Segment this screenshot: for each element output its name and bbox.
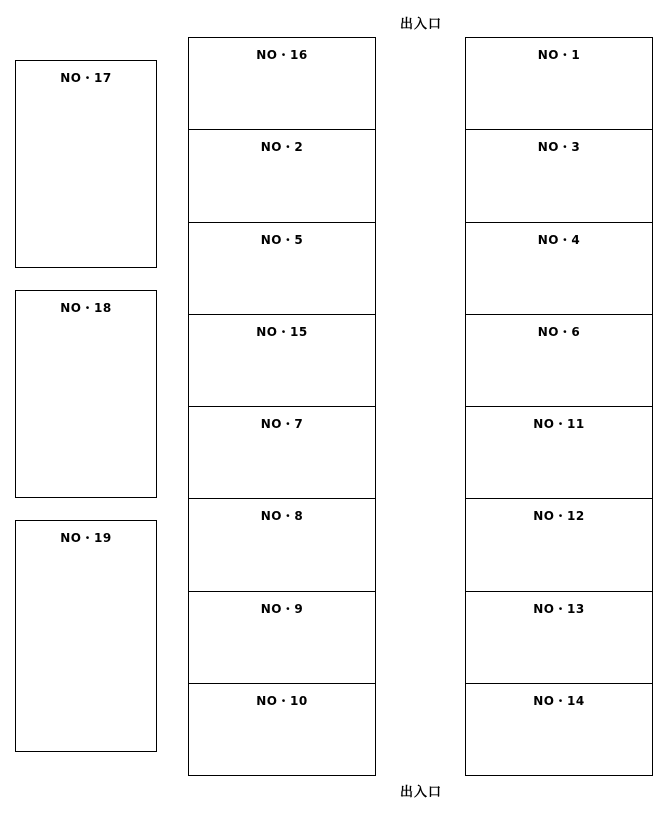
space-cell xyxy=(188,130,376,222)
space-label: NO・16 xyxy=(256,48,308,62)
space-box-left-3 xyxy=(15,520,157,752)
space-cell xyxy=(465,499,653,591)
space-label: NO・17 xyxy=(60,71,112,85)
space-cell xyxy=(188,592,376,684)
space-cell xyxy=(188,38,376,130)
space-cell xyxy=(465,130,653,222)
space-label: NO・6 xyxy=(537,324,581,339)
entrance-label-bottom: 出入口 xyxy=(400,785,443,800)
space-label: NO・3 xyxy=(537,140,581,155)
space-label: NO・13 xyxy=(533,601,585,616)
space-label: NO・7 xyxy=(260,417,304,431)
space-label: NO・8 xyxy=(260,509,304,524)
space-cell xyxy=(188,407,376,499)
space-label: NO・2 xyxy=(260,140,304,155)
space-cell xyxy=(465,592,653,684)
space-cell xyxy=(465,38,653,130)
space-label: NO・14 xyxy=(533,693,585,708)
space-label: NO・9 xyxy=(260,601,304,616)
space-cell xyxy=(188,684,376,776)
space-label: NO・10 xyxy=(256,693,308,708)
space-cell xyxy=(465,684,653,776)
space-cell xyxy=(188,223,376,315)
space-label: NO・12 xyxy=(533,509,585,524)
middle-column xyxy=(188,37,376,776)
space-label: NO・5 xyxy=(260,232,304,247)
right-column xyxy=(465,37,653,776)
space-cell xyxy=(465,315,653,407)
space-label: NO・4 xyxy=(537,232,581,247)
space-label: NO・11 xyxy=(533,417,585,431)
space-cell xyxy=(465,223,653,315)
space-box-left-2 xyxy=(15,290,157,498)
space-box-left-1 xyxy=(15,60,157,268)
space-label: NO・19 xyxy=(60,531,112,545)
space-cell xyxy=(188,315,376,407)
space-cell xyxy=(188,499,376,591)
space-cell xyxy=(465,407,653,499)
space-label: NO・18 xyxy=(60,301,112,315)
space-label: NO・15 xyxy=(256,324,308,339)
entrance-label-top: 出入口 xyxy=(400,17,443,32)
space-label: NO・1 xyxy=(537,48,581,62)
